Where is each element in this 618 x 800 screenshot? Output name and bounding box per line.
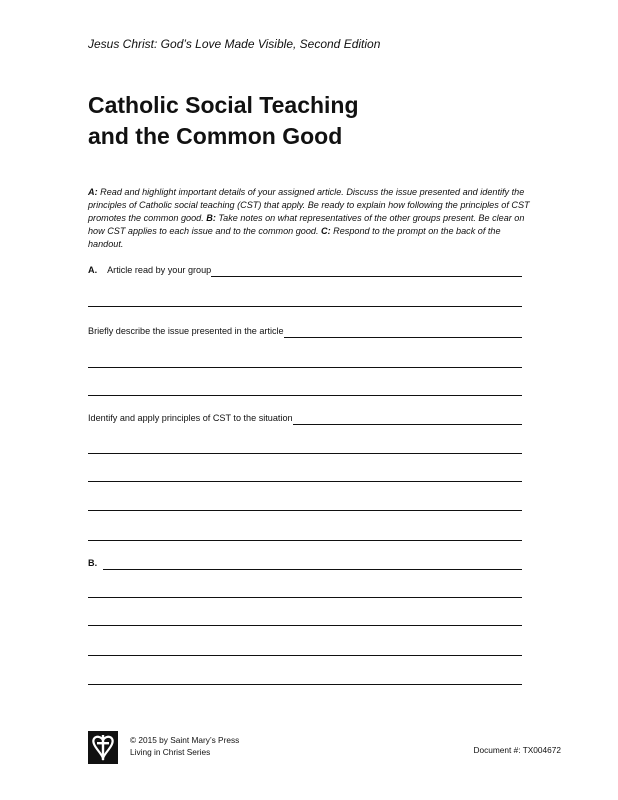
answer-line[interactable] bbox=[88, 510, 522, 511]
identify-label: Identify and apply principles of CST to the situation bbox=[88, 413, 293, 423]
describe-answer-line[interactable] bbox=[284, 337, 522, 338]
describe-label: Briefly describe the issue presented in the article bbox=[88, 326, 284, 336]
answer-line[interactable] bbox=[88, 367, 522, 368]
article-field[interactable] bbox=[88, 263, 522, 277]
instruction-c-label: C: bbox=[321, 226, 331, 237]
document-number: Document #: TX004672 bbox=[473, 745, 561, 755]
instruction-a-label: A: bbox=[88, 187, 98, 197]
instruction-a-text: Read and highlight important details of your assigned article. Discuss the issue presented and identify the principles of Catholic social teaching (CST) that apply. Be ready to explain how following the principles of CST promotes the common good. bbox=[88, 187, 530, 224]
instruction-b-label: B: bbox=[206, 213, 216, 224]
section-a-marker: A. bbox=[88, 265, 98, 275]
section-b-marker: B. bbox=[88, 558, 98, 568]
article-answer-line[interactable] bbox=[211, 276, 522, 277]
answer-line[interactable] bbox=[88, 625, 522, 626]
series-text: Living in Christ Series bbox=[130, 746, 211, 757]
article-label: Article read by your group bbox=[107, 265, 212, 275]
answer-line[interactable] bbox=[88, 597, 522, 598]
answer-line[interactable] bbox=[88, 655, 522, 656]
section-b-field[interactable] bbox=[88, 556, 522, 570]
saint-marys-press-logo-icon bbox=[88, 731, 118, 764]
describe-field[interactable] bbox=[88, 324, 522, 338]
page-title bbox=[88, 90, 359, 152]
answer-line[interactable] bbox=[88, 306, 522, 307]
answer-line[interactable] bbox=[88, 540, 522, 541]
page-title-line-1: Catholic Social Teaching bbox=[88, 92, 359, 118]
page-title-line-2: and the Common Good bbox=[88, 123, 343, 149]
answer-line[interactable] bbox=[88, 684, 522, 685]
identify-field[interactable] bbox=[88, 411, 522, 425]
series-title: Jesus Christ: God’s Love Made Visible, Second Edition bbox=[88, 37, 381, 51]
answer-line[interactable] bbox=[88, 481, 522, 482]
instruction-b-text: Take notes on what representatives of the other groups present. Be clear on how CST applies to each issue and to the common good. bbox=[88, 213, 525, 237]
answer-line[interactable] bbox=[88, 453, 522, 454]
copyright-text: © 2015 by Saint Mary’s Press bbox=[130, 735, 240, 745]
footer-credits bbox=[130, 735, 239, 758]
section-b-answer-line[interactable] bbox=[103, 569, 522, 570]
instructions bbox=[88, 186, 534, 251]
instruction-c-text: Respond to the prompt on the back of the handout. bbox=[88, 226, 501, 250]
identify-answer-line[interactable] bbox=[293, 424, 522, 425]
answer-line[interactable] bbox=[88, 395, 522, 396]
